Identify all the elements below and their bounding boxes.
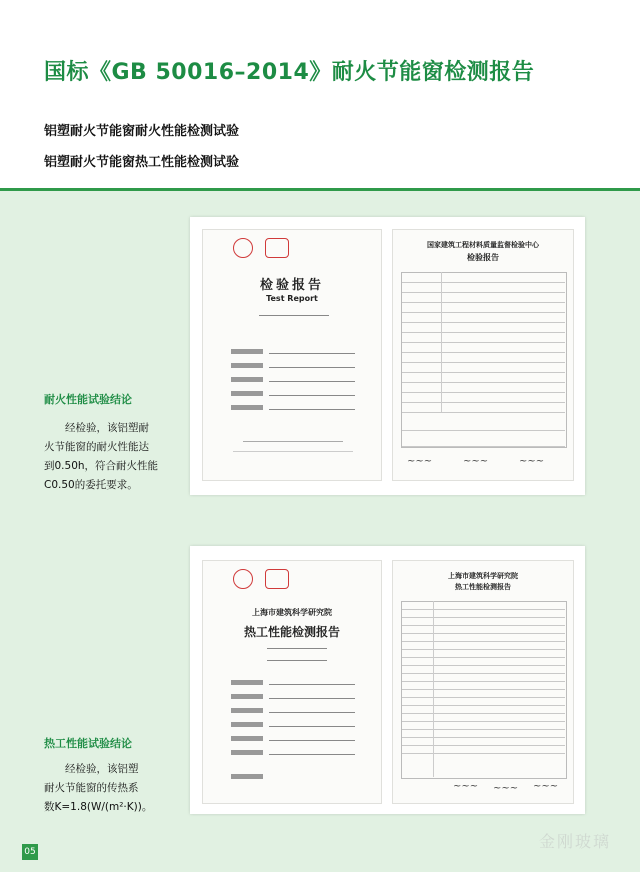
page-number: 05 bbox=[22, 844, 38, 860]
signature: ~~~ bbox=[453, 781, 479, 792]
cal-logo bbox=[233, 238, 253, 258]
thermal-detail-header: 上海市建筑科学研究院 bbox=[448, 572, 518, 580]
thermal-cover-title: 热工性能检测报告 bbox=[243, 625, 340, 639]
watermark: 金刚玻璃 bbox=[539, 832, 612, 851]
thermal-test-certificate-photo bbox=[190, 546, 585, 814]
field-line bbox=[231, 404, 361, 412]
fire-conclusion-heading: 耐火性能试验结论 bbox=[44, 393, 132, 406]
detail-table-border bbox=[401, 601, 567, 779]
thermal-line: 数K=1.8(W/(m²·K))。 bbox=[44, 801, 153, 813]
thermal-line: 经检验，该铝塑 bbox=[65, 763, 139, 775]
field-line bbox=[231, 693, 361, 701]
signature: ~~~ bbox=[533, 781, 559, 792]
fire-conclusion-text bbox=[44, 419, 174, 495]
fire-line: 到0.50h，符合耐火性能 bbox=[44, 460, 159, 472]
detail-table-column bbox=[433, 601, 434, 777]
fire-report-detail bbox=[392, 229, 574, 481]
detail-table-border bbox=[401, 272, 567, 448]
field-line bbox=[231, 679, 361, 687]
signature: ~~~ bbox=[463, 456, 489, 467]
cma-logo bbox=[265, 238, 289, 258]
signature: ~~~ bbox=[407, 456, 433, 467]
section-divider bbox=[0, 188, 640, 191]
field-line bbox=[231, 721, 361, 729]
fire-line: 经检验，该铝塑耐 bbox=[65, 422, 149, 434]
signature: ~~~ bbox=[493, 783, 519, 794]
field-line bbox=[231, 749, 361, 757]
subtitle-thermal-test: 铝塑耐火节能窗热工性能检测试验 bbox=[44, 155, 240, 170]
field-line bbox=[231, 390, 361, 398]
thermal-line: 耐火节能窗的传热系 bbox=[44, 782, 139, 794]
thermal-report-cover bbox=[202, 560, 382, 804]
report-number-line bbox=[267, 655, 327, 663]
report-number-line bbox=[259, 310, 329, 318]
signature: ~~~ bbox=[519, 456, 545, 467]
field-line bbox=[231, 376, 361, 384]
detail-table-column bbox=[441, 272, 442, 412]
field-line bbox=[231, 773, 291, 781]
fire-cover-title: 检验报告 bbox=[259, 278, 324, 293]
thermal-cover-org: 上海市建筑科学研究院 bbox=[252, 608, 332, 617]
field-line bbox=[231, 735, 361, 743]
thermal-conclusion-heading: 热工性能试验结论 bbox=[44, 737, 132, 750]
report-number-line bbox=[267, 643, 327, 651]
fire-line: C0.50的委托要求。 bbox=[44, 479, 138, 491]
fire-report-cover bbox=[202, 229, 382, 481]
fire-test-certificate-photo bbox=[190, 217, 585, 495]
thermal-conclusion-text bbox=[44, 760, 174, 817]
fire-detail-title: 检验报告 bbox=[467, 253, 499, 262]
subtitle-fire-test: 铝塑耐火节能窗耐火性能检测试验 bbox=[44, 124, 240, 139]
org-name-en-line bbox=[233, 446, 353, 454]
cma-logo bbox=[265, 569, 289, 589]
org-name-line bbox=[243, 436, 343, 444]
fire-detail-header: 国家建筑工程材料质量监督检验中心 bbox=[427, 241, 539, 249]
field-line bbox=[231, 348, 361, 356]
fire-line: 火节能窗的耐火性能达 bbox=[44, 441, 149, 453]
fire-cover-subtitle: Test Report bbox=[266, 294, 318, 303]
thermal-detail-title: 热工性能检测报告 bbox=[455, 583, 511, 591]
cal-logo bbox=[233, 569, 253, 589]
thermal-report-detail bbox=[392, 560, 574, 804]
field-line bbox=[231, 707, 361, 715]
field-line bbox=[231, 362, 361, 370]
page-title: 国标《GB 50016–2014》耐火节能窗检测报告 bbox=[44, 60, 535, 85]
